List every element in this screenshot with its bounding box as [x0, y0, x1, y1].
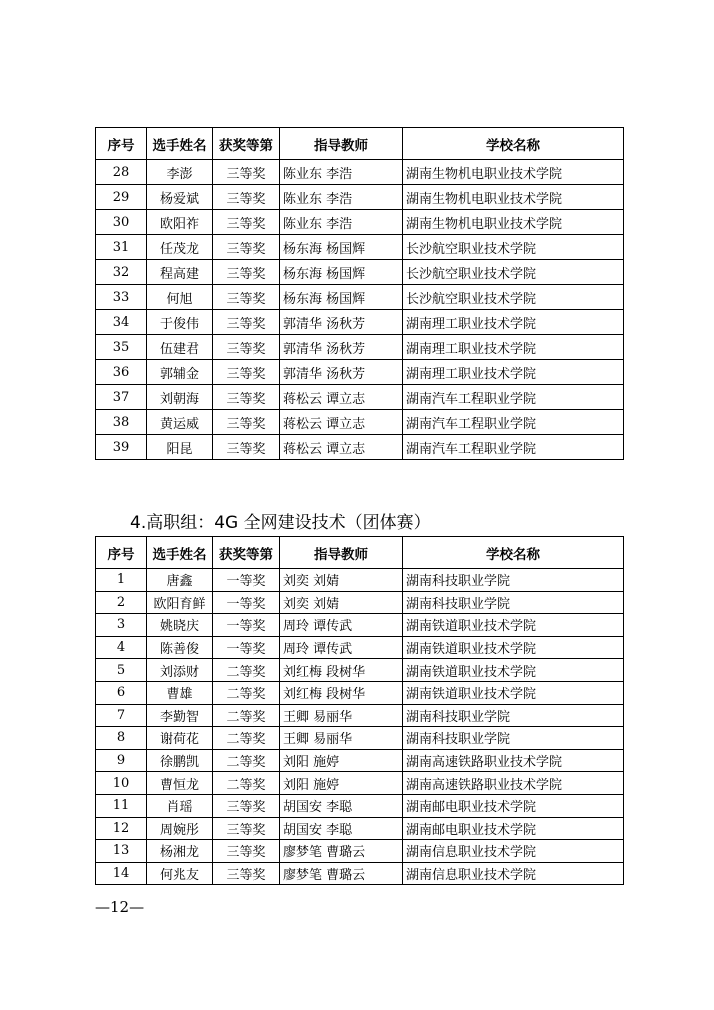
table-row — [96, 160, 624, 185]
table-row — [96, 862, 624, 885]
cell-instructor: 陈业东 李浩 — [280, 185, 403, 210]
table-row — [96, 659, 624, 682]
table-row — [96, 285, 624, 310]
cell-name: 曹恒龙 — [147, 772, 213, 795]
cell-name: 何兆友 — [147, 862, 213, 885]
cell-award: 三等奖 — [213, 435, 280, 460]
table-header-row — [96, 537, 624, 569]
cell-instructor: 蒋松云 谭立志 — [280, 435, 403, 460]
header-school: 学校名称 — [403, 128, 624, 160]
cell-school: 湖南科技职业学院 — [403, 704, 624, 727]
cell-award: 三等奖 — [213, 260, 280, 285]
cell-instructor: 蒋松云 谭立志 — [280, 385, 403, 410]
cell-name: 李澎 — [147, 160, 213, 185]
table-row — [96, 310, 624, 335]
cell-school: 长沙航空职业技术学院 — [403, 285, 624, 310]
table-row — [96, 335, 624, 360]
cell-school: 湖南铁道职业技术学院 — [403, 681, 624, 704]
cell-school: 湖南铁道职业技术学院 — [403, 614, 624, 637]
cell-instructor: 杨东海 杨国辉 — [280, 235, 403, 260]
table-row — [96, 794, 624, 817]
cell-name: 刘添财 — [147, 659, 213, 682]
table-row — [96, 385, 624, 410]
cell-school: 湖南科技职业学院 — [403, 569, 624, 592]
cell-index: 4 — [96, 636, 147, 659]
cell-instructor: 王卿 易丽华 — [280, 704, 403, 727]
cell-award: 一等奖 — [213, 569, 280, 592]
table-row — [96, 435, 624, 460]
awards-table-2 — [95, 536, 624, 885]
cell-school: 湖南邮电职业技术学院 — [403, 794, 624, 817]
cell-school: 湖南铁道职业技术学院 — [403, 636, 624, 659]
header-school: 学校名称 — [403, 537, 624, 569]
awards-table-1 — [95, 127, 624, 460]
cell-index: 13 — [96, 840, 147, 863]
cell-instructor: 杨东海 杨国辉 — [280, 260, 403, 285]
table-row — [96, 704, 624, 727]
cell-name: 何旭 — [147, 285, 213, 310]
cell-name: 姚晓庆 — [147, 614, 213, 637]
table-row — [96, 749, 624, 772]
cell-school: 湖南理工职业技术学院 — [403, 360, 624, 385]
cell-instructor: 刘奕 刘婧 — [280, 569, 403, 592]
cell-index: 2 — [96, 591, 147, 614]
cell-name: 陈善俊 — [147, 636, 213, 659]
cell-award: 三等奖 — [213, 794, 280, 817]
header-instructor: 指导教师 — [280, 128, 403, 160]
table-row — [96, 636, 624, 659]
cell-award: 二等奖 — [213, 704, 280, 727]
cell-school: 湖南汽车工程职业学院 — [403, 385, 624, 410]
cell-name: 郭辅金 — [147, 360, 213, 385]
cell-name: 黄运威 — [147, 410, 213, 435]
cell-school: 湖南生物机电职业技术学院 — [403, 160, 624, 185]
cell-award: 三等奖 — [213, 210, 280, 235]
cell-award: 三等奖 — [213, 335, 280, 360]
cell-name: 曹雄 — [147, 681, 213, 704]
cell-award: 一等奖 — [213, 591, 280, 614]
cell-index: 6 — [96, 681, 147, 704]
cell-school: 湖南理工职业技术学院 — [403, 335, 624, 360]
cell-instructor: 胡国安 李聪 — [280, 817, 403, 840]
cell-index: 10 — [96, 772, 147, 795]
cell-name: 谢荷花 — [147, 727, 213, 750]
cell-name: 徐鹏凯 — [147, 749, 213, 772]
cell-instructor: 郭清华 汤秋芳 — [280, 310, 403, 335]
cell-instructor: 刘红梅 段树华 — [280, 681, 403, 704]
table-row — [96, 210, 624, 235]
cell-school: 湖南邮电职业技术学院 — [403, 817, 624, 840]
table-row — [96, 772, 624, 795]
header-index: 序号 — [96, 537, 147, 569]
table-row — [96, 260, 624, 285]
cell-instructor: 刘红梅 段树华 — [280, 659, 403, 682]
cell-index: 39 — [96, 435, 147, 460]
cell-name: 伍建君 — [147, 335, 213, 360]
cell-index: 14 — [96, 862, 147, 885]
cell-index: 35 — [96, 335, 147, 360]
cell-index: 38 — [96, 410, 147, 435]
cell-instructor: 王卿 易丽华 — [280, 727, 403, 750]
cell-school: 湖南生物机电职业技术学院 — [403, 185, 624, 210]
table-row — [96, 681, 624, 704]
table-row — [96, 410, 624, 435]
cell-name: 肖瑶 — [147, 794, 213, 817]
table-row — [96, 185, 624, 210]
cell-name: 杨爱斌 — [147, 185, 213, 210]
cell-instructor: 郭清华 汤秋芳 — [280, 360, 403, 385]
table-header-row — [96, 128, 624, 160]
cell-index: 29 — [96, 185, 147, 210]
cell-school: 湖南科技职业学院 — [403, 727, 624, 750]
cell-instructor: 廖梦笔 曹璐云 — [280, 840, 403, 863]
cell-award: 三等奖 — [213, 385, 280, 410]
cell-award: 二等奖 — [213, 659, 280, 682]
cell-award: 三等奖 — [213, 160, 280, 185]
cell-name: 程高建 — [147, 260, 213, 285]
cell-instructor: 杨东海 杨国辉 — [280, 285, 403, 310]
cell-school: 湖南铁道职业技术学院 — [403, 659, 624, 682]
cell-award: 二等奖 — [213, 681, 280, 704]
cell-award: 二等奖 — [213, 772, 280, 795]
cell-index: 9 — [96, 749, 147, 772]
cell-name: 任茂龙 — [147, 235, 213, 260]
cell-award: 三等奖 — [213, 410, 280, 435]
cell-instructor: 周玲 谭传武 — [280, 636, 403, 659]
cell-award: 三等奖 — [213, 285, 280, 310]
cell-instructor: 胡国安 李聪 — [280, 794, 403, 817]
cell-award: 二等奖 — [213, 749, 280, 772]
cell-instructor: 蒋松云 谭立志 — [280, 410, 403, 435]
table-row — [96, 840, 624, 863]
cell-index: 3 — [96, 614, 147, 637]
cell-index: 7 — [96, 704, 147, 727]
table-row — [96, 727, 624, 750]
cell-award: 三等奖 — [213, 862, 280, 885]
table-row — [96, 360, 624, 385]
cell-school: 湖南信息职业技术学院 — [403, 862, 624, 885]
cell-index: 1 — [96, 569, 147, 592]
cell-name: 唐鑫 — [147, 569, 213, 592]
cell-name: 李勤智 — [147, 704, 213, 727]
header-award: 获奖等第 — [213, 537, 280, 569]
header-index: 序号 — [96, 128, 147, 160]
cell-instructor: 陈业东 李浩 — [280, 210, 403, 235]
cell-index: 5 — [96, 659, 147, 682]
cell-award: 一等奖 — [213, 636, 280, 659]
cell-name: 刘朝海 — [147, 385, 213, 410]
cell-school: 湖南汽车工程职业学院 — [403, 410, 624, 435]
cell-index: 37 — [96, 385, 147, 410]
cell-index: 36 — [96, 360, 147, 385]
table-row — [96, 591, 624, 614]
cell-index: 12 — [96, 817, 147, 840]
cell-school: 湖南高速铁路职业技术学院 — [403, 772, 624, 795]
cell-instructor: 刘阳 施婷 — [280, 749, 403, 772]
cell-name: 欧阳育鲜 — [147, 591, 213, 614]
cell-index: 34 — [96, 310, 147, 335]
cell-award: 三等奖 — [213, 840, 280, 863]
cell-instructor: 廖梦笔 曹璐云 — [280, 862, 403, 885]
cell-index: 11 — [96, 794, 147, 817]
cell-school: 湖南科技职业学院 — [403, 591, 624, 614]
cell-instructor: 刘阳 施婷 — [280, 772, 403, 795]
cell-instructor: 刘奕 刘婧 — [280, 591, 403, 614]
cell-instructor: 郭清华 汤秋芳 — [280, 335, 403, 360]
cell-index: 30 — [96, 210, 147, 235]
cell-instructor: 陈业东 李浩 — [280, 160, 403, 185]
table-row — [96, 614, 624, 637]
cell-school: 湖南理工职业技术学院 — [403, 310, 624, 335]
cell-award: 三等奖 — [213, 235, 280, 260]
section-title: 4.高职组：4G 全网建设技术（团体赛） — [130, 513, 431, 533]
cell-instructor: 周玲 谭传武 — [280, 614, 403, 637]
cell-school: 湖南信息职业技术学院 — [403, 840, 624, 863]
cell-school: 湖南高速铁路职业技术学院 — [403, 749, 624, 772]
cell-index: 32 — [96, 260, 147, 285]
cell-award: 一等奖 — [213, 614, 280, 637]
cell-school: 湖南汽车工程职业学院 — [403, 435, 624, 460]
header-name: 选手姓名 — [147, 128, 213, 160]
cell-award: 三等奖 — [213, 817, 280, 840]
table-row — [96, 569, 624, 592]
table-row — [96, 235, 624, 260]
cell-name: 周婉彤 — [147, 817, 213, 840]
page-number: —12— — [95, 898, 145, 916]
header-instructor: 指导教师 — [280, 537, 403, 569]
cell-award: 二等奖 — [213, 727, 280, 750]
table-row — [96, 817, 624, 840]
cell-school: 长沙航空职业技术学院 — [403, 235, 624, 260]
cell-index: 31 — [96, 235, 147, 260]
cell-name: 杨湘龙 — [147, 840, 213, 863]
header-name: 选手姓名 — [147, 537, 213, 569]
cell-index: 28 — [96, 160, 147, 185]
cell-award: 三等奖 — [213, 185, 280, 210]
cell-name: 欧阳祚 — [147, 210, 213, 235]
cell-name: 于俊伟 — [147, 310, 213, 335]
header-award: 获奖等第 — [213, 128, 280, 160]
cell-school: 长沙航空职业技术学院 — [403, 260, 624, 285]
cell-school: 湖南生物机电职业技术学院 — [403, 210, 624, 235]
cell-index: 8 — [96, 727, 147, 750]
cell-award: 三等奖 — [213, 310, 280, 335]
cell-award: 三等奖 — [213, 360, 280, 385]
cell-name: 阳昆 — [147, 435, 213, 460]
cell-index: 33 — [96, 285, 147, 310]
